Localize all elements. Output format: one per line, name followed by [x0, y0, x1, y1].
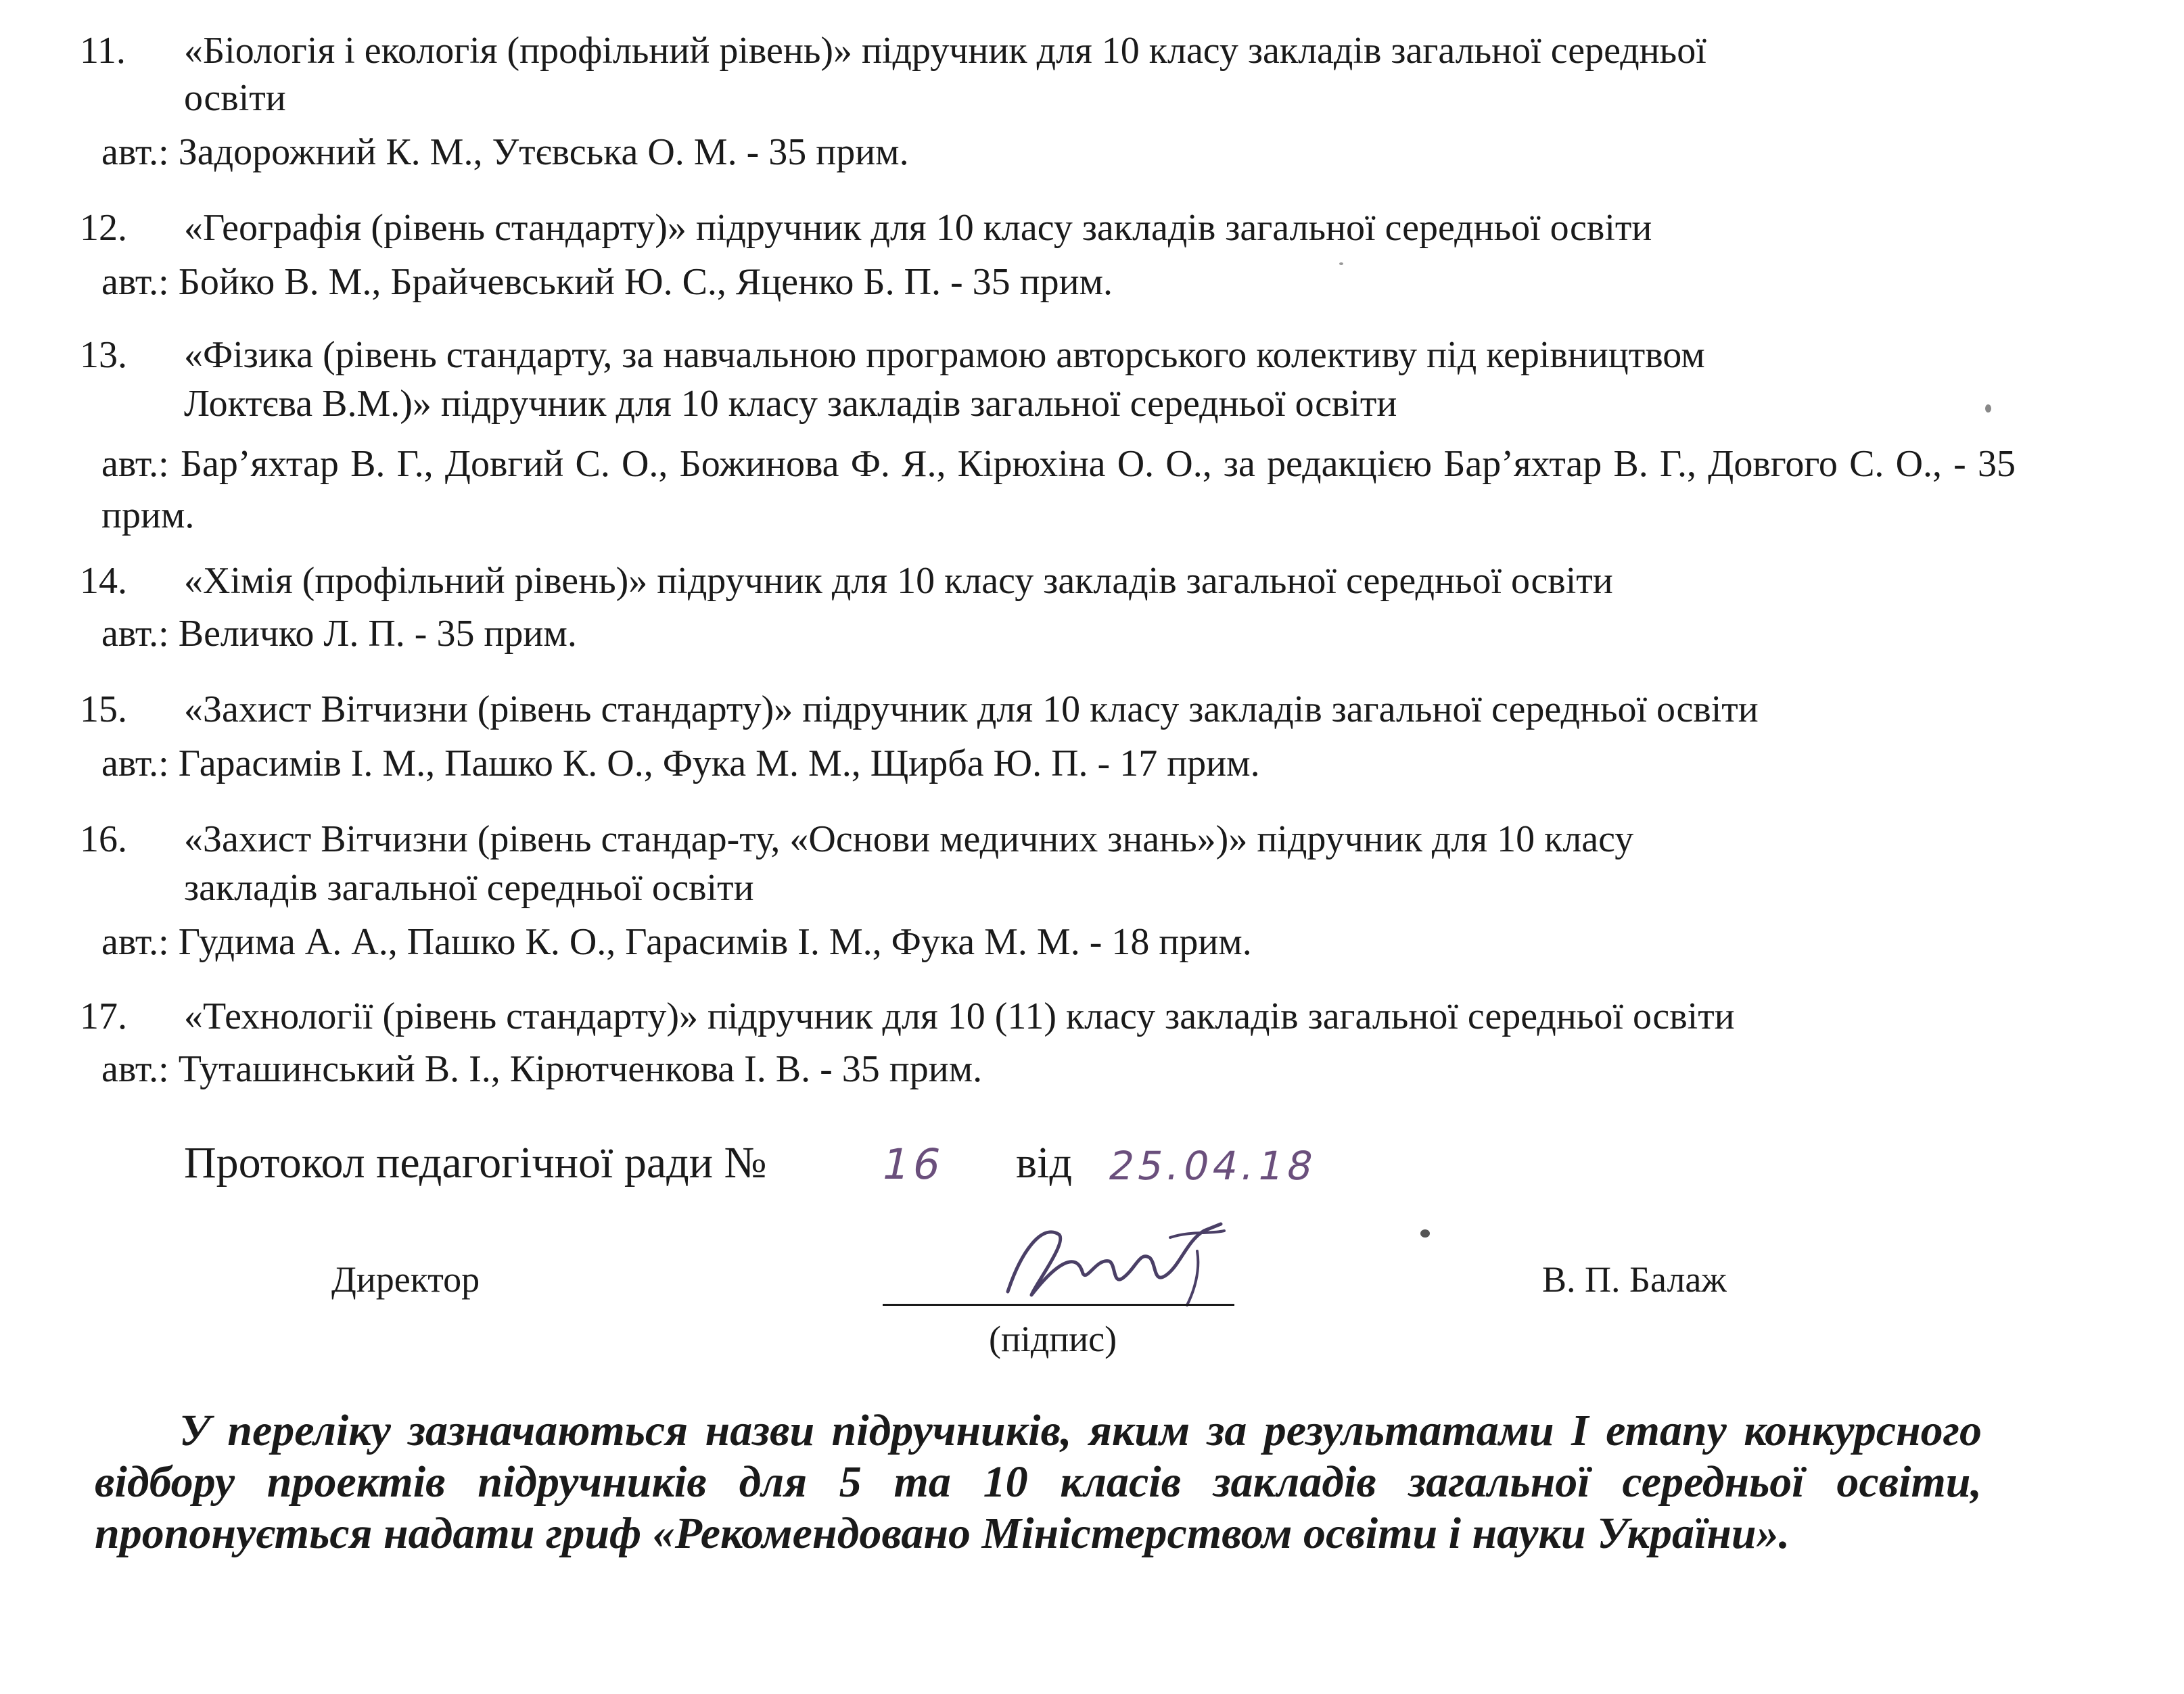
item-number: 15. [80, 688, 127, 730]
item-authors: авт.: Бар’яхтар В. Г., Довгий С. О., Божинова Ф. Я., Кірюхіна О. О., за редакцією Бар’яхтар В. Г., Довгого С. О., - 35 прим. [101, 443, 2016, 536]
item-title-line: «Біологія і екологія (профільний рівень)» підручник для 10 класу закладів загальної середньої [184, 30, 1706, 72]
item-authors: авт.: Туташинський В. І., Кірютченкова І. В. - 35 прим. [101, 1048, 983, 1090]
item-title-line: «Фізика (рівень стандарту, за навчальною програмою авторського колективу під керівництвом [184, 334, 1705, 376]
item-authors: авт.: Бойко В. М., Брайчевський Ю. С., Яценко Б. П. - 35 прим. [101, 261, 1113, 303]
director-name: В. П. Балаж [1542, 1259, 1727, 1300]
protocol-number-handwritten: 16 [877, 1139, 950, 1189]
item-title-line: Локтєва В.М.)» підручник для 10 класу закладів загальної середньої освіти [184, 383, 1397, 425]
item-title-line: «Захист Вітчизни (рівень стандар-ту, «Основи медичних знань»)» підручник для 10 класу [184, 818, 1634, 860]
protocol-date-handwritten: 25.04.18 [1104, 1143, 1322, 1189]
item-authors: авт.: Гарасимів І. М., Пашко К. О., Фука М. М., Щирба Ю. П. - 17 прим. [101, 743, 1260, 784]
footnote-paragraph: У переліку зазначаються назви підручників, яким за результатами І етапу конкурсного відбору проектів підручників для 5 та 10 класів закладів загальної середньої освіти, пропонується надати гриф «Рекомендовано Міністерством освіти і науки України». [95, 1406, 1982, 1558]
item-title-line: закладів загальної середньої освіти [184, 867, 754, 909]
item-number: 16. [80, 818, 127, 860]
item-authors: авт.: Гудима А. А., Пашко К. О., Гарасимів І. М., Фука М. М. - 18 прим. [101, 921, 1252, 963]
item-title-line: «Хімія (профільний рівень)» підручник для 10 класу закладів загальної середньої освіти [184, 560, 1613, 602]
scan-speck [1985, 404, 1991, 413]
scan-speck [1420, 1229, 1430, 1238]
item-title-line: освіти [184, 77, 286, 119]
protocol-date-label: від [1016, 1138, 1073, 1187]
item-number: 17. [80, 995, 127, 1037]
signature-caption: (підпис) [989, 1319, 1117, 1359]
item-number: 14. [80, 560, 127, 602]
item-authors: авт.: Величко Л. П. - 35 прим. [101, 613, 577, 655]
item-title-line: «Захист Вітчизни (рівень стандарту)» підручник для 10 класу закладів загальної середньої освіти [184, 688, 1759, 730]
signature-line [883, 1304, 1234, 1306]
director-label: Директор [331, 1259, 480, 1300]
item-number: 13. [80, 334, 127, 376]
item-authors: авт.: Задорожний К. М., Утєвська О. М. - 35 прим. [101, 131, 909, 173]
item-number: 12. [80, 207, 127, 249]
scan-speck [1339, 262, 1343, 265]
handwritten-signature [994, 1210, 1238, 1312]
item-title-line: «Технології (рівень стандарту)» підручник для 10 (11) класу закладів загальної середньої освіти [184, 995, 1735, 1037]
item-number: 11. [80, 30, 126, 72]
protocol-label: Протокол педагогічної ради № [184, 1138, 767, 1187]
item-title-line: «Географія (рівень стандарту)» підручник для 10 класу закладів загальної середньої освіти [184, 207, 1652, 249]
